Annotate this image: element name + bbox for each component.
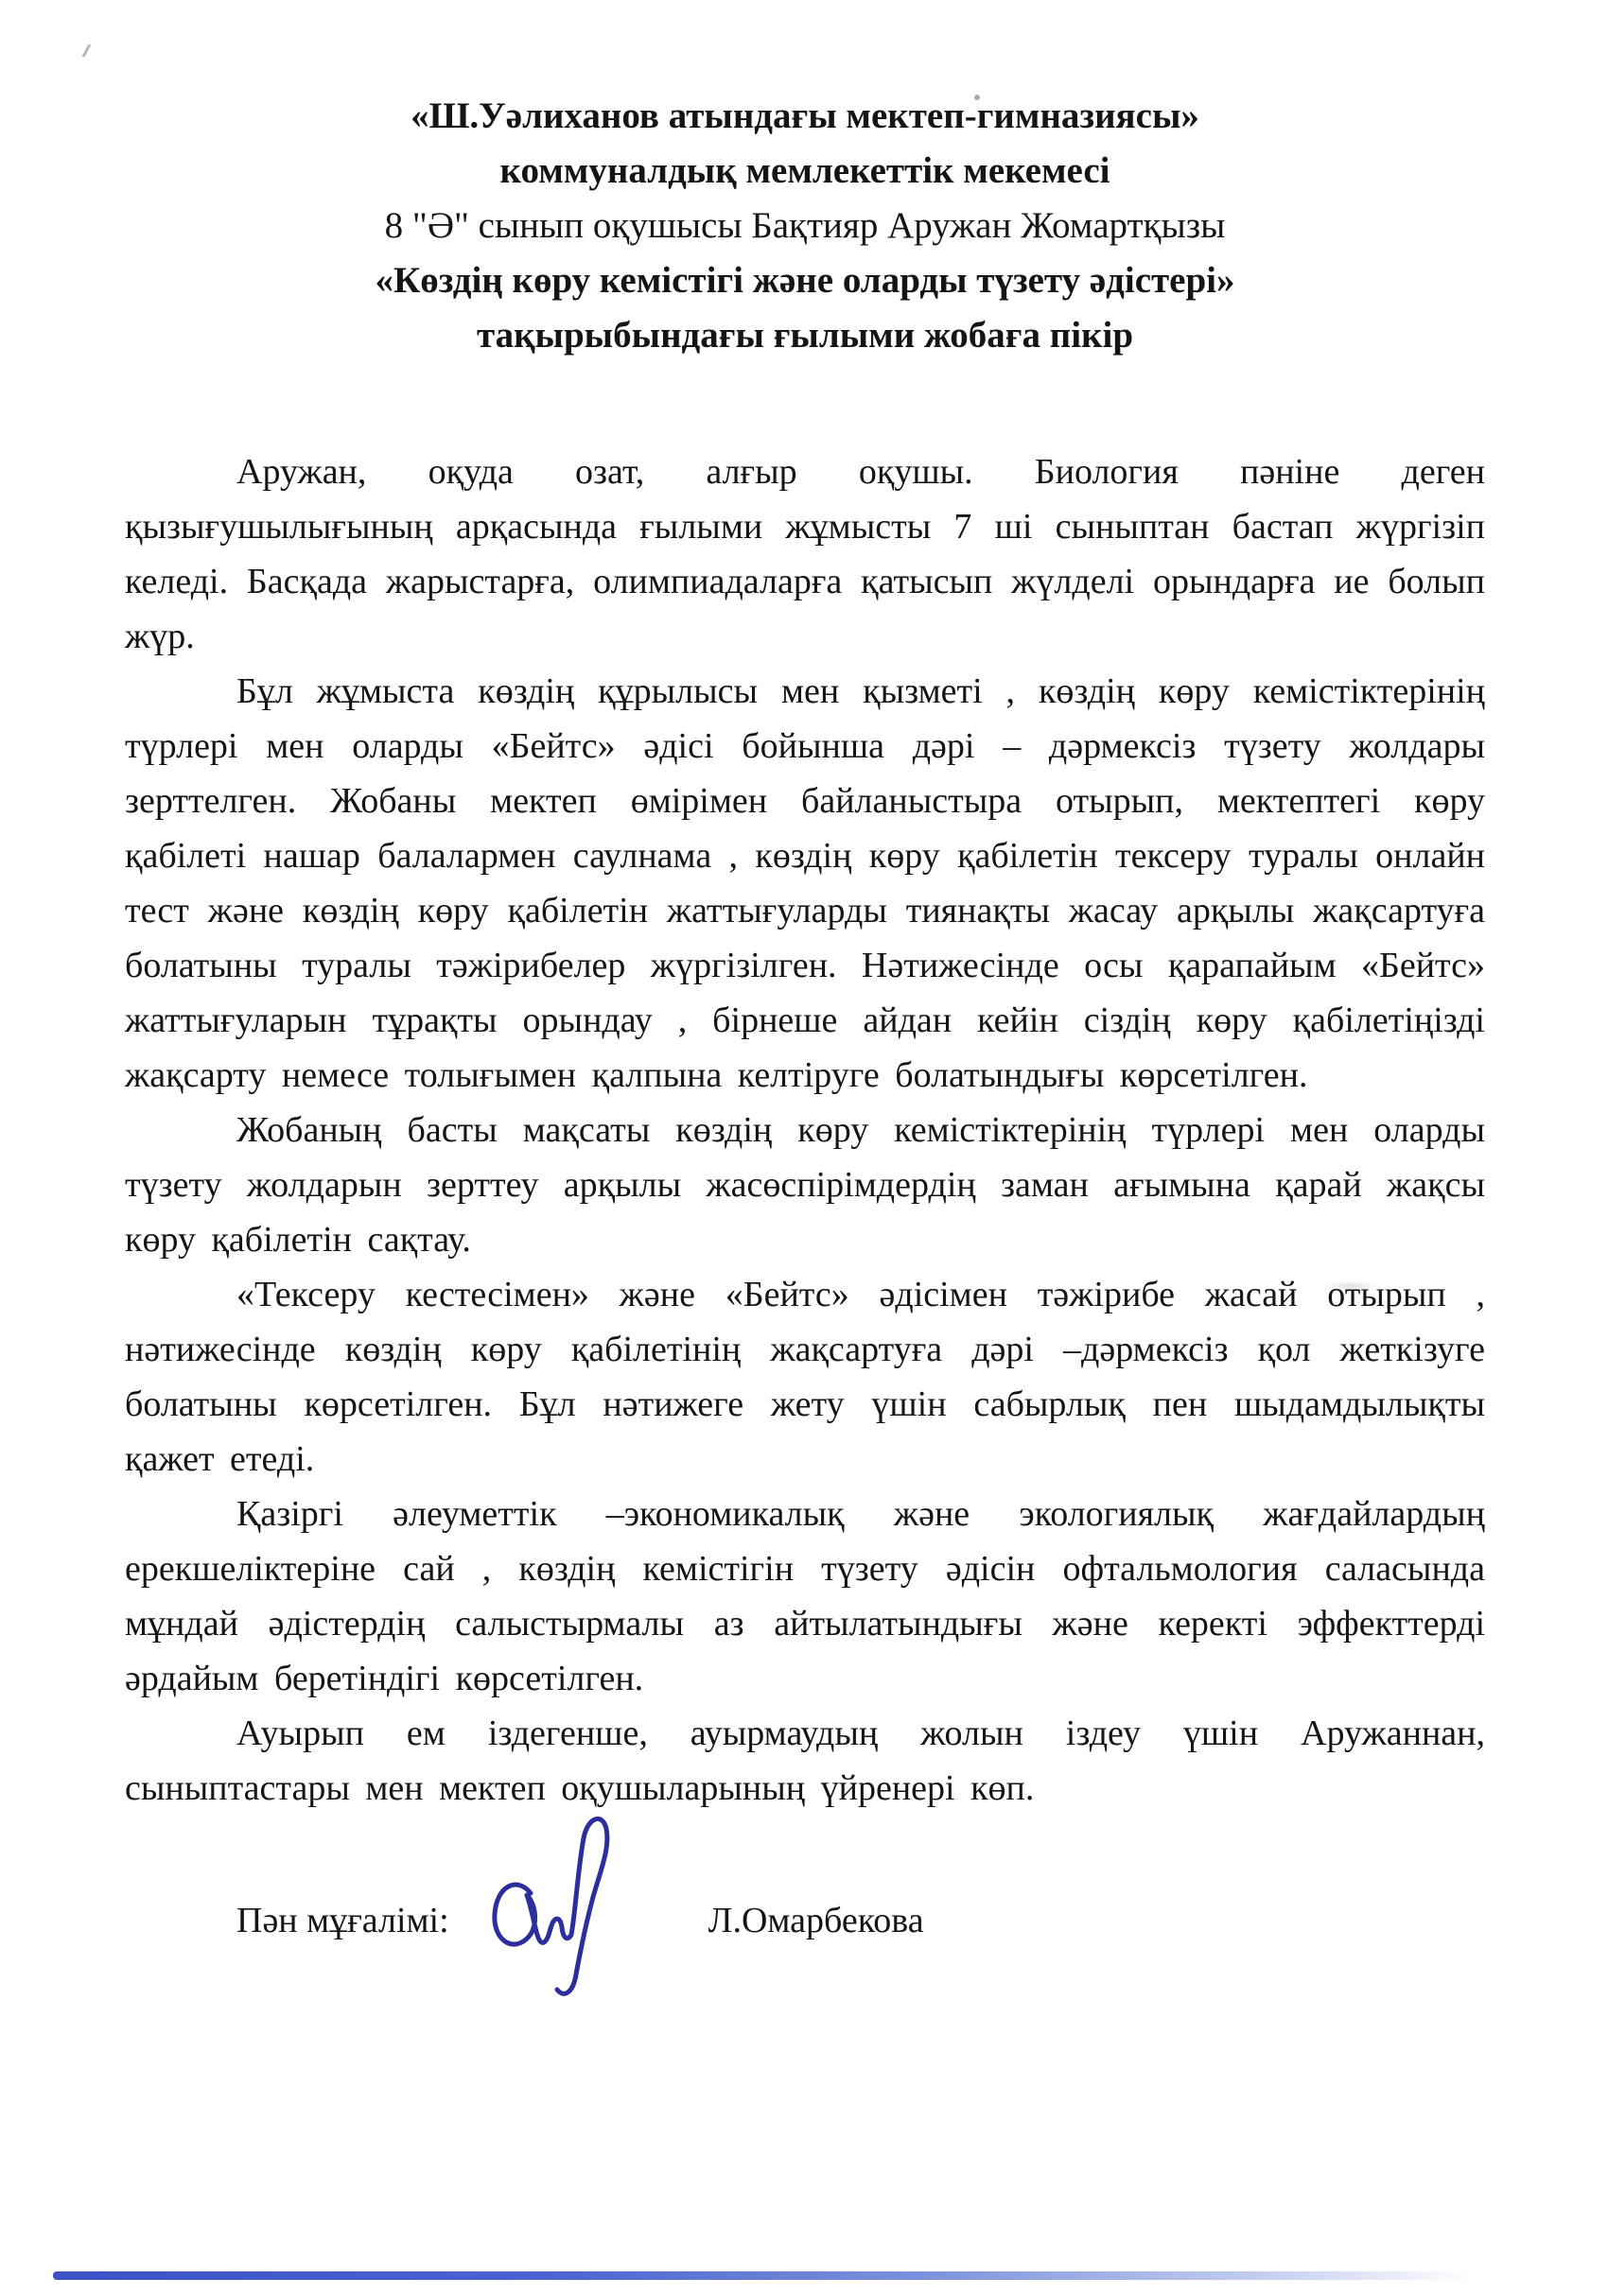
document-content [125,89,1485,1965]
body-paragraph: Бұл жұмыста көздің құрылысы мен қызметі , көздің көру кемістіктерінің түрлері мен оларды «Бейтс» әдісі бойынша дәрі – дәрмексіз түзету жолдары зерттелген. Жобаны мектеп өмірімен байланыстыра отырып, мектептегі көру қабілеті нашар балалармен саулнама , көздің көру қабілетін тексеру туралы онлайн тест және көздің көру қабілетін жаттығуларды тиянақты жасау арқылы жақсартуға болатыны туралы тәжірибелер жүргізілген. Нәтижесінде осы қарапайым «Бейтс» жаттығуларын тұрақты орындау , бірнеше айдан кейін сіздің көру қабілетіңізді жақсарту немесе толығымен қалпына келтіруге болатындығы көрсетілген. [125,671,1485,1095]
body-paragraph: Жобаның басты мақсаты көздің көру кемістіктерінің түрлері мен оларды түзету жолдарын зерттеу арқылы жасөспірімдердің заман ағымына қарай жақсы көру қабілетін сақтау. [125,1110,1485,1260]
title-line-school: «Ш.Уәлиханов атындағы мектеп-гимназиясы» [411,96,1199,136]
teacher-name: Л.Омарбекова [708,1901,924,1940]
scan-speck-mark [82,43,92,58]
body-paragraph: Қазіргі әлеуметтік –экономикалық және экологиялық жағдайлардың ерекшеліктеріне сай , көздің кемістігін түзету әдісін офтальмология саласында мұндай әдістердің салыстырмалы аз айтылатындығы және керекті эффекттерді әрдайым беретіндігі көрсетілген. [125,1494,1485,1698]
review-body [125,444,1485,1816]
title-line-institution: коммуналдық мемлекеттік мекемесі [499,150,1110,191]
title-line-project: «Көздің көру кемістігі және оларды түзету әдістері» [375,260,1235,301]
teacher-label: Пән мұғалімі: [236,1901,449,1940]
signature-ink [481,1802,642,2010]
title-line-review: тақырыбындағы ғылыми жобаға пікір [476,315,1134,356]
body-paragraph: «Тексеру кестесімен» және «Бейтс» әдісімен тәжірибе жасай отырып , нәтижесінде көздің көру қабілетінің жақсартуға дәрі –дәрмексіз қол жеткізуге болатыны көрсетілген. Бұл нәтижеге жету үшін сабырлық пен шыдамдылықты қажет етеді. [125,1275,1485,1479]
title-line-student: 8 "Ә" сынып оқушысы Бақтияр Аружан Жомартқызы [384,205,1226,246]
bottom-scan-artifact-bar [53,2271,1472,2280]
signature-row [125,1876,1485,1965]
document-title-block [125,89,1485,363]
body-paragraph: Ауырып ем іздегенше, ауырмаудың жолын іздеу үшін Аружаннан, сыныптастары мен мектеп оқушыларының үйренері көп. [125,1713,1485,1808]
body-paragraph: Аружан, оқуда озат, алғыр оқушы. Биология пәніне деген қызығушылығының арқасында ғылыми жұмысты 7 ші сыныптан бастап жүргізіп келеді. Басқада жарыстарға, олимпиадаларға қатысып жүлделі орындарға ие болып жүр. [125,452,1485,656]
